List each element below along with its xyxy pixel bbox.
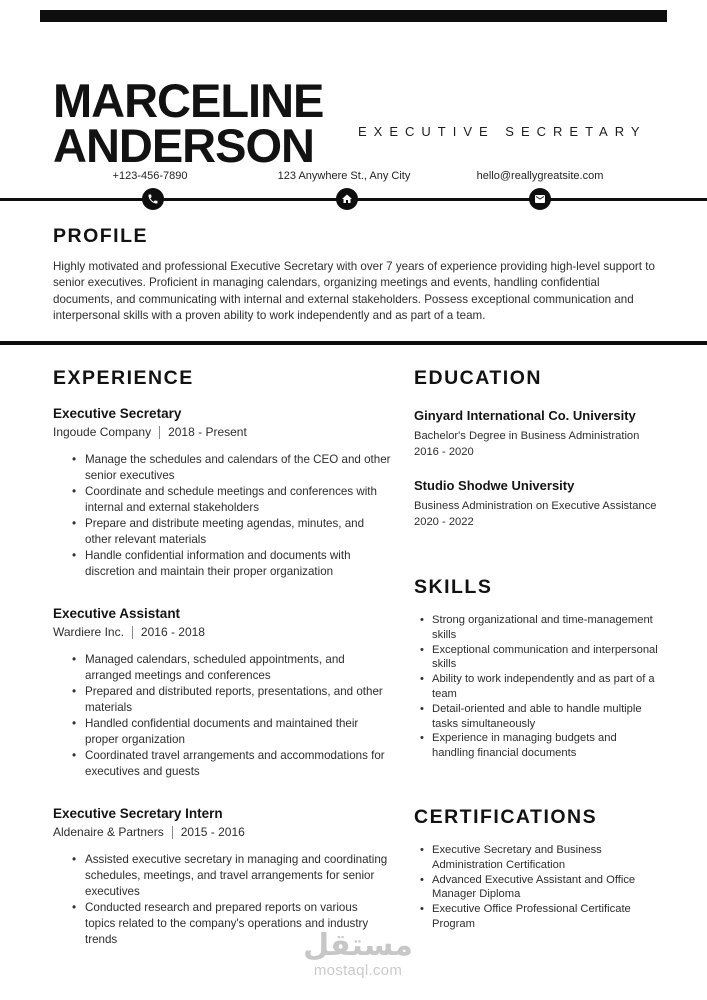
right-column [414, 366, 662, 932]
mail-icon [529, 188, 551, 210]
job-title-text: Executive Secretary [53, 406, 182, 421]
home-icon [336, 188, 358, 210]
job-dates: 2015 - 2016 [180, 825, 245, 839]
bullet-item: • Prepare and distribute meeting agendas, minutes, and other relevant materials [72, 516, 391, 548]
certification-item: • Advanced Executive Assistant and Office Manager Diploma [420, 873, 662, 903]
job-title-text: Executive Secretary Intern [53, 806, 223, 821]
phone-icon [142, 188, 164, 210]
job-meta [53, 425, 391, 439]
skill-item: • Experience in managing budgets and handling financial documents [420, 731, 662, 761]
education-entry [414, 408, 662, 458]
bullet-item: • Coordinated travel arrangements and accommodations for executives and guests [72, 748, 391, 780]
degree-name: Business Administration on Executive Assistance [414, 500, 657, 512]
address: 123 Anywhere St., Any City [277, 170, 411, 182]
education-heading: EDUCATION [414, 367, 542, 389]
bullet-item: • Handled confidential documents and maintained their proper organization [72, 716, 391, 748]
watermark-domain-text: mostaql.com [313, 962, 403, 979]
school-name: Ginyard International Co. University [414, 408, 636, 423]
job-bullet-list [72, 652, 391, 780]
bullet-item: • Coordinate and schedule meetings and conferences with internal and external stakeholders [72, 484, 391, 516]
job-dates: 2016 - 2018 [140, 625, 205, 639]
education-dates: 2016 - 2020 [414, 446, 474, 458]
education-entry [414, 478, 662, 528]
phone-number: +123-456-7890 [112, 170, 188, 182]
meta-divider [172, 826, 173, 839]
bullet-item: • Conducted research and prepared reports on various topics related to the company's operations and industry trends [72, 900, 391, 948]
skills-heading: SKILLS [414, 576, 493, 598]
company-name: Ingoude Company [53, 425, 152, 439]
meta-divider [132, 626, 133, 639]
skills-list [420, 613, 662, 761]
job-meta [53, 625, 391, 639]
job-dates: 2018 - Present [168, 425, 247, 439]
last-name: ANDERSON [53, 119, 314, 173]
watermark [258, 930, 458, 979]
job-entry [53, 606, 391, 780]
section-separator-line [0, 341, 707, 345]
job-meta [53, 825, 391, 839]
certifications-heading: CERTIFICATIONS [414, 805, 598, 828]
school-name: Studio Shodwe University [414, 478, 575, 493]
company-name: Aldenaire & Partners [53, 825, 164, 839]
profile-heading: PROFILE [53, 225, 149, 247]
education-dates: 2020 - 2022 [414, 516, 474, 528]
skill-item: • Detail-oriented and able to handle multiple tasks simultaneously [420, 702, 662, 732]
bullet-item: • Manage the schedules and calendars of the CEO and other senior executives [72, 452, 391, 484]
degree-name: Bachelor's Degree in Business Administration [414, 430, 640, 442]
job-entry [53, 406, 391, 580]
certification-item: • Executive Secretary and Business Administration Certification [420, 843, 662, 873]
skill-item: • Ability to work independently and as part of a team [420, 672, 662, 702]
job-title-text: Executive Assistant [53, 606, 181, 621]
job-bullet-list [72, 452, 391, 580]
watermark-arabic-text: مستقل [303, 929, 413, 962]
skill-item: • Exceptional communication and interpersonal skills [420, 643, 662, 673]
job-title: EXECUTIVE SECRETARY [358, 124, 647, 139]
profile-text: Highly motivated and professional Executive Secretary with over 7 years of experience providing high-level support to senior executives. Proficient in managing calendars, organizing meetings and events, handling confidential documents, and communicating with internal and external stakeholders. Possess exceptional communication and interpersonal skills with a proven ability to work independently and as part of a team. [53, 260, 655, 323]
person-name [53, 74, 324, 173]
meta-divider [159, 426, 160, 439]
profile-section [53, 224, 657, 325]
certification-item: • Executive Office Professional Certificate Program [420, 902, 662, 932]
top-accent-bar [40, 10, 667, 22]
bullet-item: • Handle confidential information and documents with discretion and maintain their proper organization [72, 548, 391, 580]
first-name: MARCELINE [53, 74, 324, 128]
bullet-item: • Assisted executive secretary in managing and coordinating schedules, meetings, and travel arrangements for senior executives [72, 852, 391, 900]
bullet-item: • Prepared and distributed reports, presentations, and other materials [72, 684, 391, 716]
certifications-list [420, 843, 662, 932]
experience-column [53, 366, 391, 948]
experience-heading: EXPERIENCE [53, 367, 194, 389]
company-name: Wardiere Inc. [53, 625, 124, 639]
skill-item: • Strong organizational and time-management skills [420, 613, 662, 643]
email-address: hello@reallygreatsite.com [476, 170, 604, 182]
job-entry [53, 806, 391, 948]
bullet-item: • Managed calendars, scheduled appointments, and arranged meetings and conferences [72, 652, 391, 684]
